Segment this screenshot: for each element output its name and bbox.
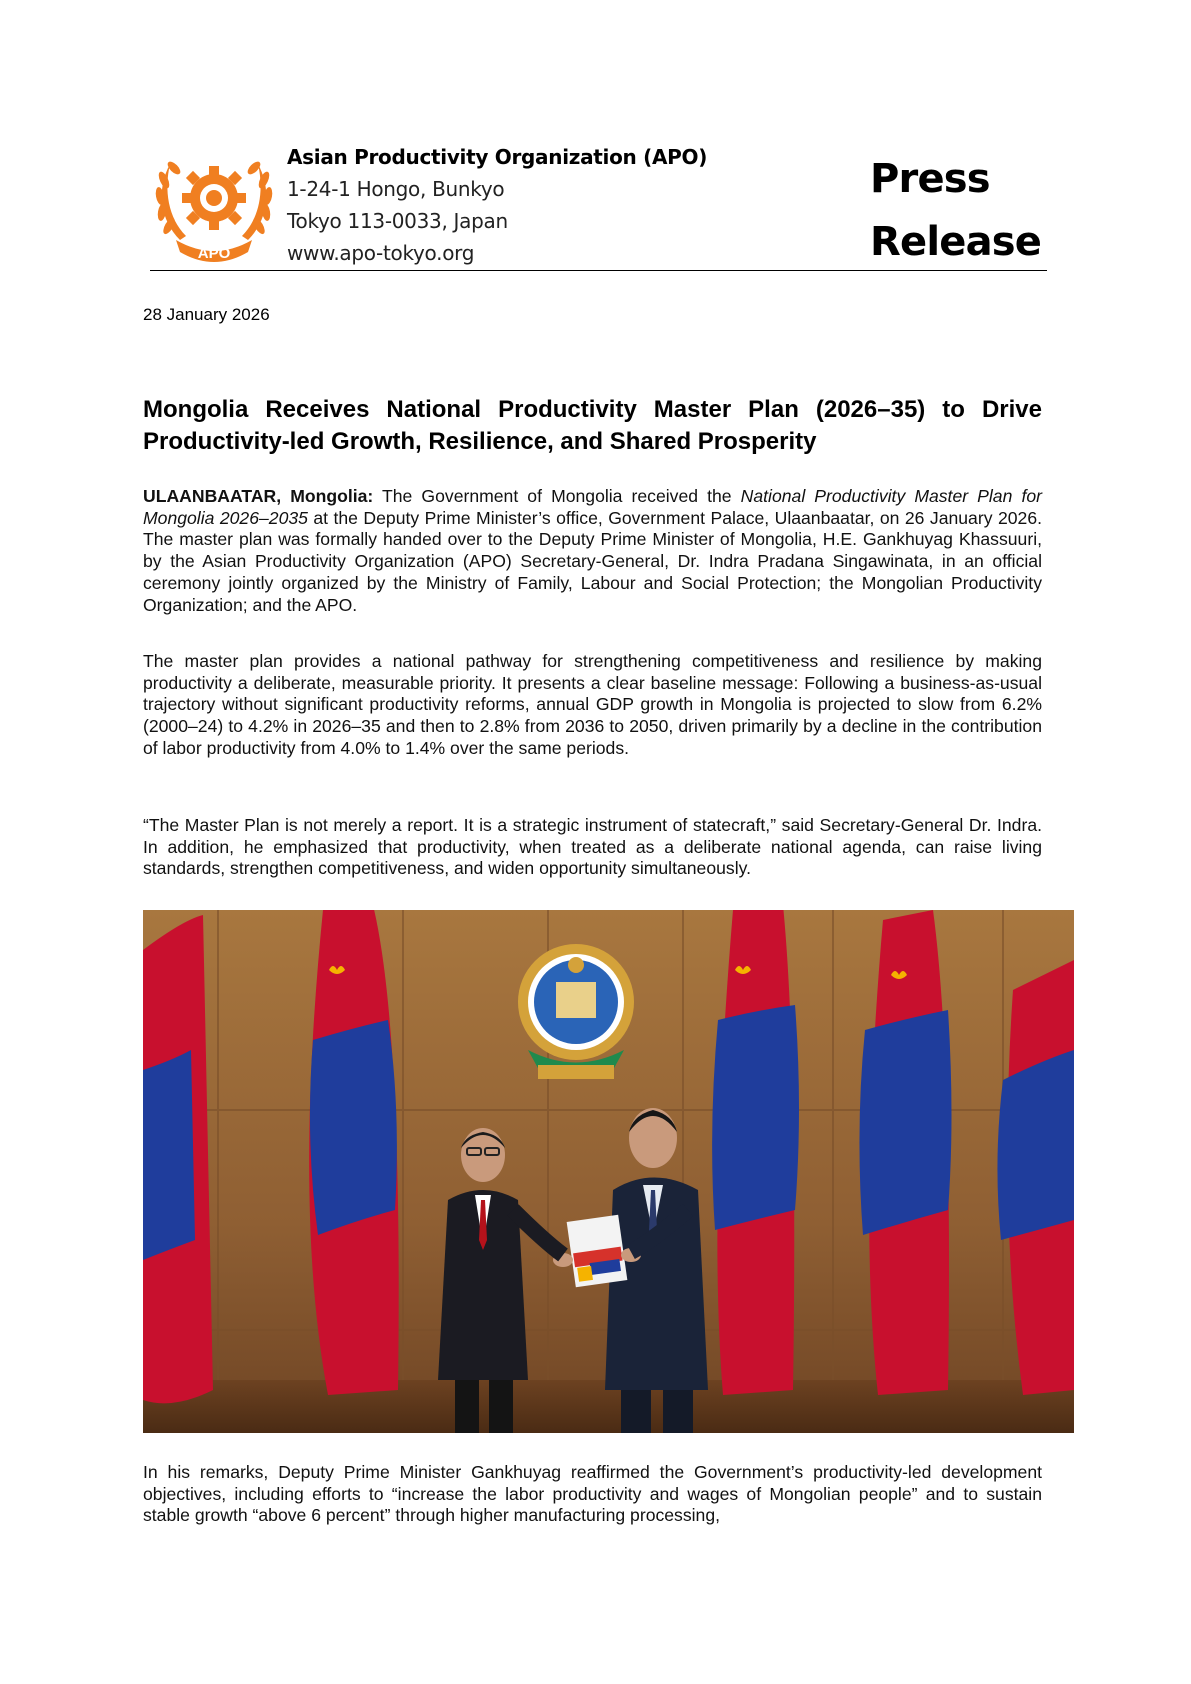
header-divider [150, 270, 1047, 271]
organization-address [287, 141, 747, 269]
release-date: 28 January 2026 [143, 305, 270, 324]
apo-logo [150, 140, 278, 268]
flag-left-1 [143, 915, 213, 1403]
paragraph-1 [143, 486, 1042, 616]
paragraph-2: The master plan provides a national pathway for strengthening competitiveness and resilience by making productivity a deliberate, measurable priority. It presents a clear baseline message: Following a business-as-usual trajectory without significant productivity reforms, annual GDP growth in Mongolia is projected to slow from 6.2% (2000–24) to 4.2% in 2026–35 and then to 2.8% from 2036 to 2050, driven primarily by a decline in the contribution of labor productivity from 4.0% to 1.4% over the same periods. [143, 651, 1042, 758]
organization-name: Asian Productivity Organization (APO) [287, 145, 708, 169]
paragraph-1-text-a: The Government of Mongolia received the [373, 486, 741, 506]
press-release-label [870, 148, 1041, 274]
master-plan-report-icon [567, 1215, 628, 1288]
press-word: Press [870, 156, 990, 202]
paragraph-1-text-b: at the Deputy Prime Minister’s office, Government Palace, Ulaanbaatar, on 26 January 2026. The master plan was formally handed over to the Deputy Prime Minister of Mongolia, H.E. Gankhuyag Khassuuri, by the Asian Productivity Organization (APO) Secretary-General, Dr. Indra Pradana Singawinata, in an official ceremony jointly organized by the Ministry of Family, Labour and Social Protection; the Mongolian Productivity Organization; and the APO. [143, 507, 1042, 615]
paragraph-3: “The Master Plan is not merely a report. It is a strategic instrument of statecraft,” said Secretary-General Dr. Indra. In addition, he emphasized that productivity, when treated as a deliberate national agenda, can raise living standards, strengthen competitiveness, and widen opportunity simultaneously. [143, 815, 1042, 879]
address-line-2: Tokyo 113-0033, Japan [287, 209, 508, 233]
dateline: ULAANBAATAR, Mongolia: [143, 486, 374, 506]
ceremony-photo-illustration [143, 910, 1074, 1433]
apo-emblem-icon [150, 140, 278, 268]
apo-logo-text: APO [197, 245, 231, 262]
website-link[interactable]: www.apo-tokyo.org [287, 241, 475, 265]
ceremony-photo [143, 910, 1074, 1433]
master-plan-title: National Productivity Master Plan for Mongolia 2026–2035 [143, 486, 1042, 528]
headline: Mongolia Receives National Productivity Master Plan (2026–35) to Drive Productivity-led Growth, Resilience, and Shared Prosperity [143, 396, 1042, 455]
paragraph-4: In his remarks, Deputy Prime Minister Gankhuyag reaffirmed the Government’s productivity-led development objectives, including efforts to “increase the labor productivity and wages of Mongolian people” and to sustain stable growth “above 6 percent” through higher manufacturing processing, [143, 1462, 1042, 1526]
release-word: Release [870, 219, 1042, 265]
flag-left-2 [309, 910, 399, 1395]
address-line-1: 1-24-1 Hongo, Bunkyo [287, 177, 505, 201]
state-emblem-icon [518, 944, 634, 1079]
